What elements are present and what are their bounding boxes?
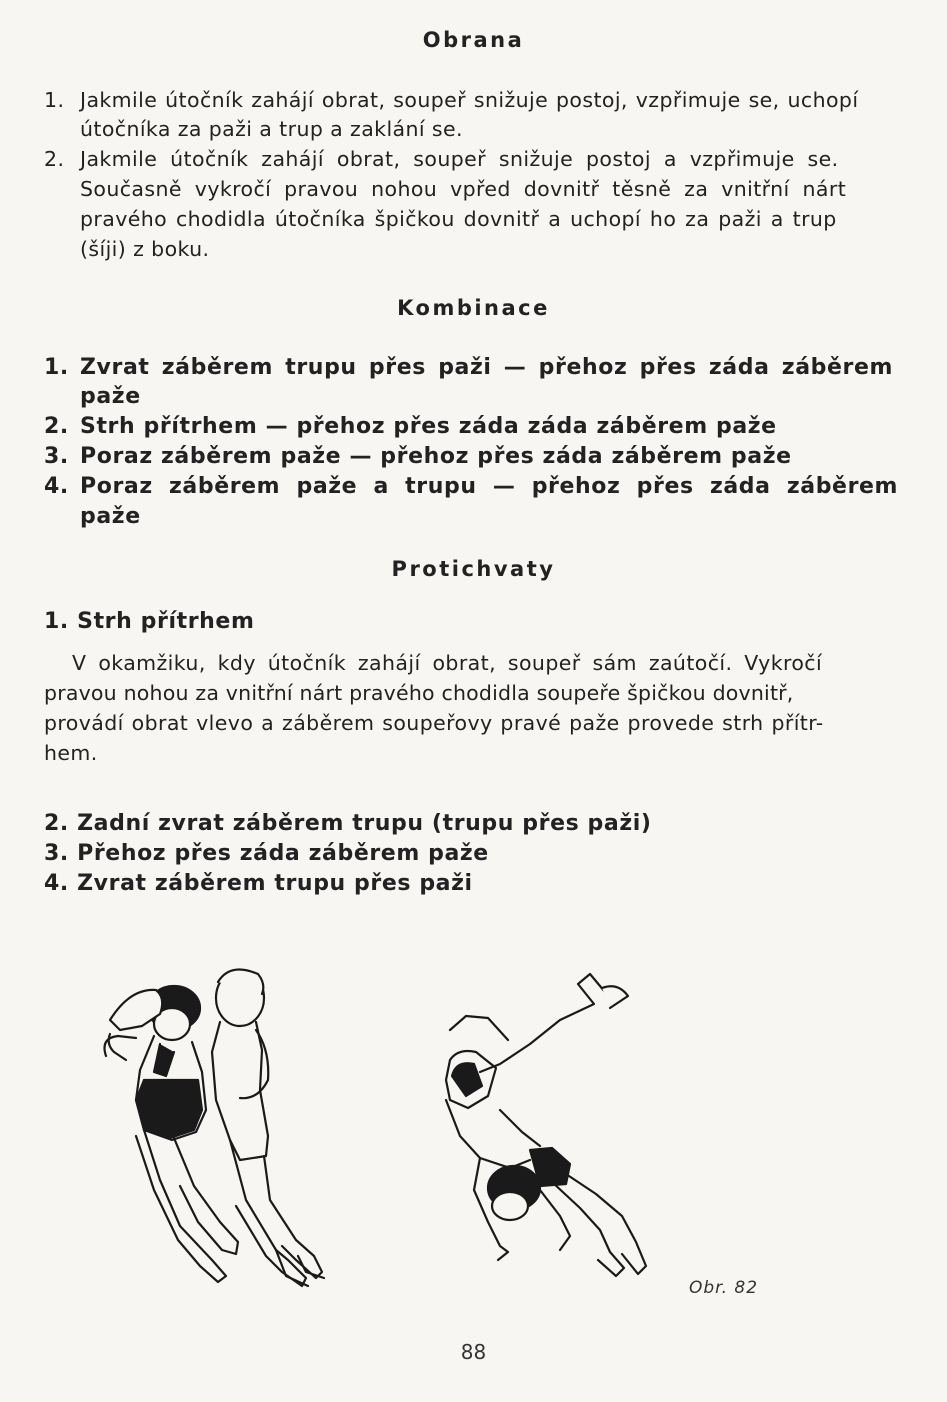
heading-protichvaty: Protichvaty bbox=[391, 557, 556, 581]
obrana-item-1-line-1: Jakmile útočník zahájí obrat, soupeř snižuje postoj, vzpřimuje se, uchopí bbox=[80, 88, 859, 112]
kombinace-item-1-line-1: Zvrat záběrem trupu přes paži — přehoz přes záda záběrem bbox=[80, 355, 894, 380]
heading-obrana: Obrana bbox=[422, 28, 525, 52]
kombinace-item-4-number: 4. bbox=[44, 474, 69, 499]
obrana-item-2-line-1: Jakmile útočník zahájí obrat, soupeř snižuje postoj a vzpřimuje se. bbox=[80, 147, 839, 171]
right-wrestler-thrown bbox=[446, 974, 628, 1260]
obrana-item-1-line-2: útočníka za paži a trup a zaklání se. bbox=[80, 117, 463, 141]
heading-kombinace: Kombinace bbox=[397, 296, 550, 320]
right-wrestler-throwing bbox=[488, 1110, 646, 1276]
kombinace-item-4-line-1: Poraz záběrem paže a trupu — přehoz přes záda záběrem bbox=[80, 474, 899, 499]
protichvaty-paragraph-line-1: V okamžiku, kdy útočník zahájí obrat, soupeř sám zaútočí. Vykročí bbox=[72, 651, 823, 675]
protichvaty-item-4: 4. Zvrat záběrem trupu přes paži bbox=[44, 871, 473, 896]
kombinace-item-2-line-1: Strh přítrhem — přehoz přes záda záda záběrem paže bbox=[80, 414, 777, 439]
kombinace-item-2-number: 2. bbox=[44, 414, 69, 439]
obrana-item-2-line-4: (šíji) z boku. bbox=[80, 237, 210, 261]
page-number: 88 bbox=[460, 1340, 487, 1364]
protichvaty-item-3: 3. Přehoz přes záda záběrem paže bbox=[44, 841, 489, 866]
protichvaty-paragraph-line-4: hem. bbox=[44, 741, 98, 765]
kombinace-item-4-line-2: paže bbox=[80, 504, 141, 529]
kombinace-item-1-line-2: paže bbox=[80, 384, 141, 409]
left-wrestler-light bbox=[212, 970, 324, 1287]
obrana-item-2-line-3: pravého chodidla útočníka špičkou dovnitř a uchopí ho za paži a trup bbox=[80, 207, 837, 231]
protichvaty-item-1-title: 1. Strh přítrhem bbox=[44, 609, 255, 634]
protichvaty-item-2: 2. Zadní zvrat záběrem trupu (trupu přes paži) bbox=[44, 811, 652, 836]
kombinace-item-1-number: 1. bbox=[44, 355, 69, 380]
obrana-item-2-line-2: Současně vykročí pravou nohou vpřed dovnitř těsně za vnitřní nárt bbox=[80, 177, 847, 201]
protichvaty-paragraph-line-3: provádí obrat vlevo a záběrem soupeřovy pravé paže provede strh přítr- bbox=[44, 711, 824, 735]
obrana-item-1-number: 1. bbox=[44, 88, 65, 112]
protichvaty-paragraph-line-2: pravou nohou za vnitřní nárt pravého chodidla soupeře špičkou dovnitř, bbox=[44, 681, 794, 705]
obrana-item-2-number: 2. bbox=[44, 147, 65, 171]
kombinace-item-3-line-1: Poraz záběrem paže — přehoz přes záda záběrem paže bbox=[80, 444, 792, 469]
kombinace-item-3-number: 3. bbox=[44, 444, 69, 469]
figure-caption: Obr. 82 bbox=[689, 1278, 759, 1298]
wrestlers-illustration bbox=[70, 960, 710, 1300]
